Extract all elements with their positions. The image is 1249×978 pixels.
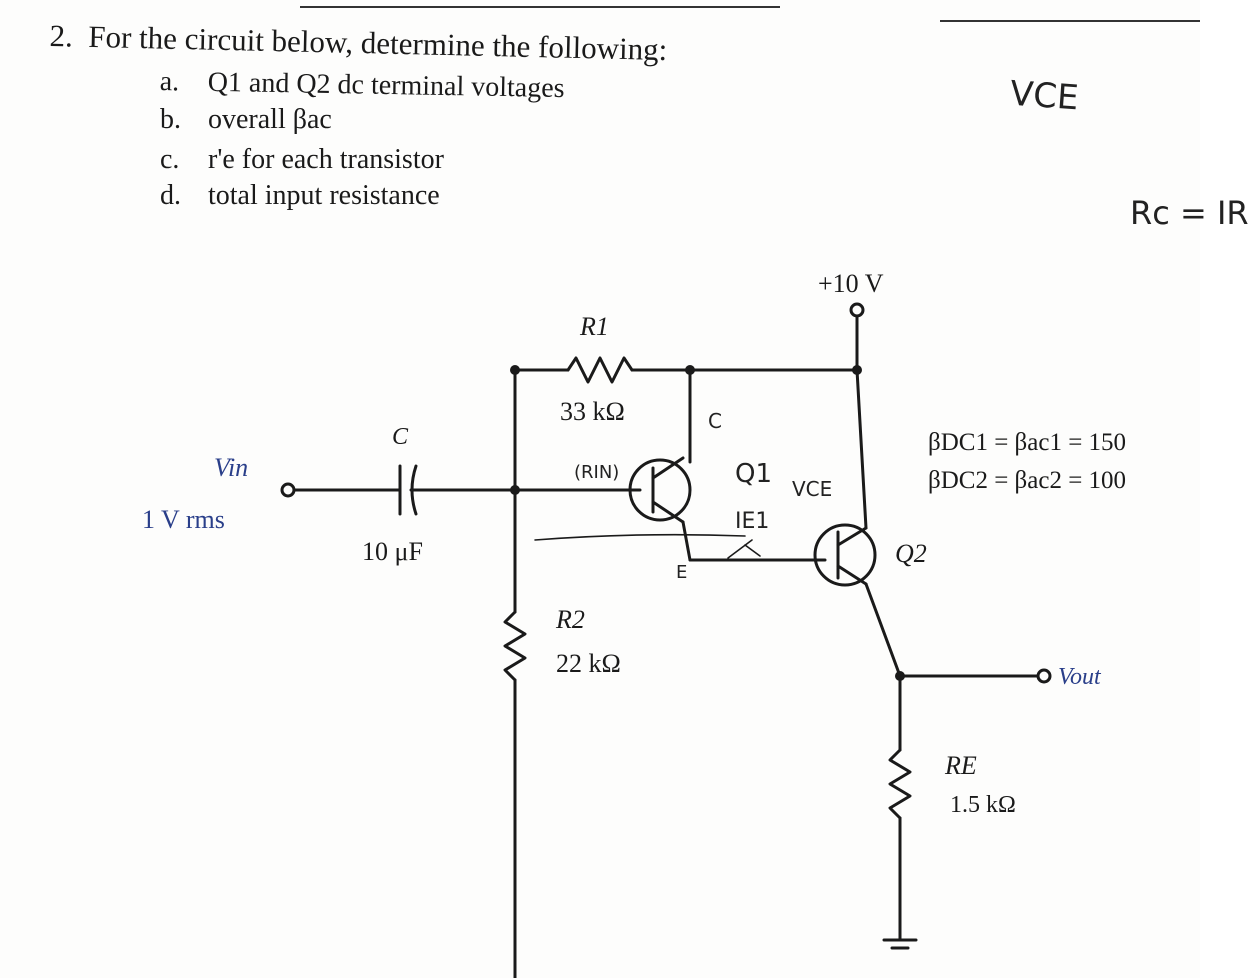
junction-dot xyxy=(852,365,862,375)
q2-transistor xyxy=(815,525,875,585)
r1-value: 33 kΩ xyxy=(560,397,625,426)
question-number: 2. xyxy=(49,18,74,54)
handwritten-rc-top: Rc = IR xyxy=(1130,194,1249,232)
junction-dot xyxy=(895,671,905,681)
part-d-text: total input resistance xyxy=(208,180,440,211)
handwritten-q1: Q1 xyxy=(735,459,773,489)
vin-label: Vin xyxy=(214,453,249,482)
beta2-label: βDC2 = βac2 = 100 xyxy=(928,467,1127,494)
supply-terminal xyxy=(851,304,863,316)
handwritten-e: E xyxy=(676,562,688,583)
handwritten-c: C xyxy=(708,409,722,433)
pen-mark-line xyxy=(535,535,745,540)
r2-resistor xyxy=(505,612,525,680)
q2-collector-lead xyxy=(838,528,866,545)
re-resistor xyxy=(890,750,910,818)
r1-resistor xyxy=(568,358,632,382)
part-c-text: r'e for each transistor xyxy=(208,144,444,175)
q2-label: Q2 xyxy=(895,539,927,568)
junction-dot xyxy=(510,365,520,375)
junction-dot xyxy=(685,365,695,375)
cap-name: C xyxy=(392,424,409,450)
re-value: 1.5 kΩ xyxy=(950,792,1016,818)
part-a-text: Q1 and Q2 dc terminal voltages xyxy=(207,66,565,105)
q2-collector-wire xyxy=(857,370,866,528)
r2-value: 22 kΩ xyxy=(556,649,621,678)
pen-mark-arrow xyxy=(728,540,760,558)
vin-value: 1 V rms xyxy=(142,505,225,534)
part-a-letter: a. xyxy=(159,66,180,98)
part-d-letter: d. xyxy=(160,180,181,211)
beta1-label: βDC1 = βac1 = 150 xyxy=(928,429,1127,456)
vin-terminal xyxy=(282,484,294,496)
handwritten-rin: (RIN) xyxy=(574,462,620,483)
r1-name: R1 xyxy=(580,312,609,341)
supply-label: +10 V xyxy=(818,269,884,298)
junction-dot xyxy=(510,485,520,495)
cap-value: 10 μF xyxy=(362,537,423,566)
r2-name: R2 xyxy=(556,605,585,634)
q2-emitter-lead xyxy=(838,566,866,584)
part-b-letter: b. xyxy=(160,104,181,135)
question-text: For the circuit below, determine the following: xyxy=(87,18,668,68)
re-name: RE xyxy=(945,751,977,780)
handwritten-vce-mid: VCE xyxy=(792,477,833,501)
part-b-text: overall βac xyxy=(208,104,332,135)
part-c-letter: c. xyxy=(160,144,180,175)
q2-emitter-wire xyxy=(866,584,900,676)
handwritten-vce-top: VCE xyxy=(1008,73,1080,119)
handwritten-ie1: IE1 xyxy=(735,509,770,534)
vout-terminal xyxy=(1038,670,1050,682)
q1-emitter-wire xyxy=(683,522,690,560)
vout-label: Vout xyxy=(1058,664,1101,690)
